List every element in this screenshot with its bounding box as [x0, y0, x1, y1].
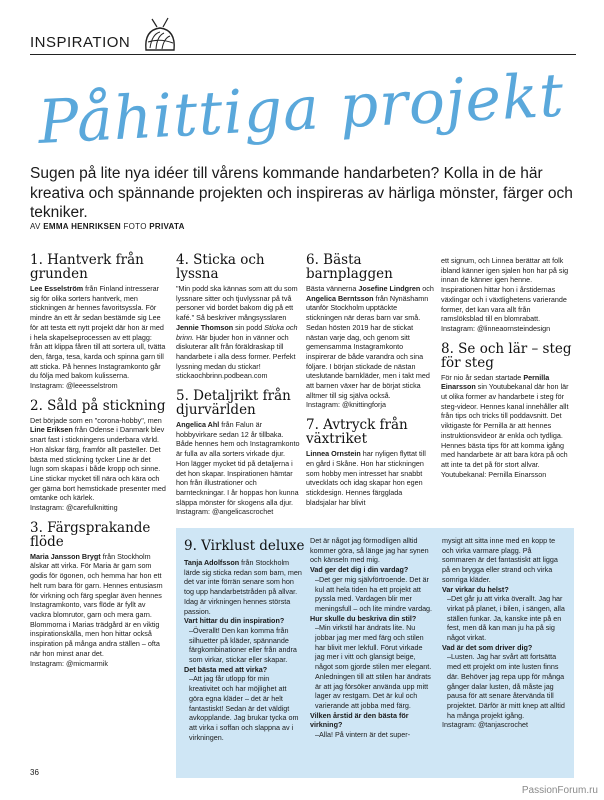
- question: Hur skulle du beskriva din stil?: [310, 613, 417, 623]
- youtube-8: Youtubekanal: Pernilla Einarsson: [441, 469, 547, 479]
- paragraph-8: För nio år sedan startade Pernilla Einarsson sin Youtubekanal där hon lär ut olika former av handarbete i steg för steg-videor. Hennes kanal innehåller allt från tips och tricks till poddavsnitt. Det viktigaste för Pernilla är att hennes instruktionsvideor är enkla och tydliga. Hennes bästa tips för att komma igång med handarbete är att bara köra på och att inte ta det på för stort allvar.: [441, 372, 569, 469]
- column-1: [30, 253, 166, 668]
- paragraph-7-cont: ett signum, och Linnea berättar att folk ibland känner igen sjalen hon har på sig innan de känner igen henne. Inspirationen hittar hon i årstidernas växlingar och i växtlighetens varierande former, det kan vara allt från ramslöksblad till en blomrabatt.: [441, 256, 569, 324]
- heading-4: 4. Sticka och lyssna: [176, 252, 265, 282]
- answer: –Att jag får utlopp för min kreativitet och har möjlighet att göra egna kläder – det är helt fantastiskt! Sedan är det väldigt avkopplande. Jag brukar tycka om att virka i soffan och slappna av i virkningen.: [189, 674, 299, 742]
- box-column-1: Tanja Adolfsson från Stockholm lärde sig sticka redan som barn, men det var inte förrän senare som hon tog upp handarbetstråden på allvar. Idag är virkningen hennes största passion. Vart hittar du din inspiration? –Överallt! Den kan komma från silhuetter på kläder, spännande färgkombinationer eller från andra som virkar, stickar eller skapar. Det bästa med att virka? –Att jag får utlopp för min kreativitet och har möjlighet att göra egna kläder – det är helt fantastiskt! Sedan är det väldigt avkopplande. Jag brukar tycka om att virka i soffan och slappna av i virkningen.: [184, 558, 302, 742]
- answer: –Överallt! Den kan komma från silhuetter på kläder, spännande färgkombinationer eller från andra som virkar, stickar eller skapar.: [189, 625, 297, 665]
- heading-9: 9. Virklust deluxe: [184, 538, 305, 554]
- heading-3: 3. Färgsprakande flöde: [30, 519, 151, 550]
- website-4: stickaochbrinn.podbean.com: [176, 371, 268, 381]
- heading-7: 7. Avtryck från växtriket: [306, 417, 408, 448]
- instagram-3: Instagram: @micmarmik: [30, 658, 108, 668]
- header-rule: [30, 54, 576, 55]
- paragraph-3: Maria Jansson Brygt från Stockholm älskar att virka. För Maria är garn som godis för ögonen, och hemma har hon ett helt rum bara för garn. Hennes entusiasm för virkning och färg speglar även hennes Instagramkonto, vars flöde är fyllt av vackra blomrutor, garn och mera garn. Blommorna i Marias trädgård är en viktig inspirationskälla, men hon hittar också inspiration på många andra ställen – ofta när hon minst anar det.: [30, 551, 163, 658]
- intro-text: Sugen på lite nya idéer till vårens kommande handarbeten? Kolla in de här kreativa och spännande projekten och inspireras av härliga mönster, färger och tekniker.: [30, 165, 573, 221]
- instagram-6: Instagram: @knittingforja: [306, 400, 387, 410]
- instagram-1: Instagram: @leeesselstrom: [30, 381, 118, 391]
- answer: –Det ger mig självförtroende. Det är kul att hela tiden ha ett projekt att pyssla med. Vardagen blir mer meningsfull – och lite mindre vardag.: [315, 574, 433, 613]
- page-number: 36: [30, 768, 39, 777]
- heading-5: 5. Detaljrikt från djurvärlden: [176, 388, 291, 419]
- question: Vart hittar du din inspiration?: [184, 616, 285, 626]
- yarn-ball-icon: [140, 16, 180, 61]
- answer: –Lusten. Jag har svårt att fortsätta med ett projekt om inte lusten finns där. Behöver jag repa upp för många gånger dalar lusten, då måste jag pausa för att senare återvända till projektet. Därför är mitt knep att alltid ha många projekt igång.: [447, 652, 565, 720]
- paragraph-7: Linnea Ornstein har nyligen flyttat till en gård i Skåne. Hon har stickningen som hobby men intresset har snabbt utvecklats och idag skapar hon egen stickdesign. Hennes färgglada bladsjalar har blivit: [306, 449, 426, 507]
- answer: –Det går ju att virka överallt. Jag har virkat på planet, i bilen, i sängen, alla ställen funkar. Ja, kanske inte på en fest, men då kan man ju ha på sig något virkat.: [447, 594, 565, 643]
- question: Det bästa med att virka?: [184, 664, 268, 674]
- column-4: [441, 256, 574, 479]
- paragraph-6: Bästa vännerna Josefine Lindgren och Angelica Berntsson från Nynäshamn utanför Stockholm upptäckte stickningen när deras barn var små. Sedan hösten 2019 har de stickat nästan varje dag, och genom sitt gemensamma Instagramkonto inspirerar de både varandra och sina följare. I början stickade de nästan uteslutande barnkläder, men i takt med att barnen växer har de börjat sticka alltmer till sig själva också.: [306, 284, 434, 400]
- section-label: INSPIRATION: [30, 34, 131, 51]
- instagram-2: Instagram: @carefulknitting: [30, 503, 118, 513]
- answer: –Alla! På vintern är det super-: [315, 730, 411, 740]
- paragraph-1: Lee Esselström från Finland intresserar sig för olika sorters hantverk, men stickningen är hennes favoritsyssla. För mindre än ett år sedan bestämde sig Lee för att testa ett nytt projekt där hon är med i hela skapelseprocessen av ett plagg: från att klippa fåren till att sortera ull, tvätta den, färga, tesa, karda och spinna garn till att sticka. På hennes Instagramkonto går du följa med bakom kulisserna.: [30, 284, 166, 381]
- paragraph-4: "Min podd ska kännas som att du som lyssnare sitter och tjuvlyssnar på två personer vid bordet bakom dig på ett kafé." Så beskriver mångsysslaren Jennie Thomson sin podd Sticka och brinn. Här bjuder hon in vänner och diskuterar allt från föräldraskap till handarbete i alla dess former. Perfekt lyssning medan du stickar!: [176, 284, 298, 371]
- column-3: [306, 253, 434, 507]
- box-column-2: Det är något jag förmodligen alltid kommer göra, så länge jag har synen och känseln med mig. Vad ger det dig i din vardag? –Det ger mig självförtroende. Det är kul att hela tiden ha ett projekt att pyssla med. Vardagen blir mer meningsfull – och lite mindre vardag. Hur skulle du beskriva din stil? –Min virkstil har ändrats lite. Nu jobbar jag mer med färg och stilen har blivit mer lekfull. Förut virkade jag mer i vitt och glansigt beige, något som gjorde stilen mer elegant. Anledningen till att stilen har ändrats är att jag försöker använda upp mitt lager av restgarn. Det är kul och varierande att jobba med färg. Vilken årstid är den bästa för virkning? –Alla! På vintern är det super-: [310, 536, 433, 740]
- box-column-3: mysigt att sitta inne med en kopp te och virka varmare plagg. På sommaren är det fantastiskt att ligga på en brygga eller strand och virka somriga kläder. Var virkar du helst? –Det går ju att virka överallt. Jag har virkat på planet, i bilen, i sängen, alla ställen funkar. Ja, kanske inte på en fest, men då kan man ju ha på sig något virkat. Vad är det som driver dig? –Lusten. Jag har svårt att fortsätta med ett projekt om inte lusten finns där. Behöver jag repa upp för många gånger dalar lusten, då måste jag pausa för att senare återvända till projektet. Därför är mitt knep att alltid ha många projekt igång. Instagram: @tanjascrochet: [442, 536, 565, 730]
- question: Vilken årstid är den bästa för virkning?: [310, 710, 409, 730]
- question: Var virkar du helst?: [442, 584, 509, 594]
- heading-1: 1. Hantverk från grunden: [30, 252, 144, 282]
- paragraph-2: Det började som en "corona-hobby", men Line Eriksen från Odense i Danmark blev snart fast i stickningens underbara värld. Hon älskar färg, framför allt pasteller. Det bästa med stickning tycker Line är det lugn som skapas i både kropp och sinne. Line stickar mycket till nära och kära och ger gärna bort hemstickade presenter med omtanke och kärlek.: [30, 415, 166, 503]
- column-2: [176, 253, 300, 517]
- watermark: PassionForum.ru: [521, 785, 598, 796]
- byline: AV EMMA HENRIKSEN FOTO PRIVATA: [30, 222, 185, 231]
- heading-8: 8. Se och lär – steg för steg: [441, 340, 572, 371]
- page-title: Påhittiga projekt: [36, 60, 567, 158]
- instagram-5: Instagram: @angelicascrochet: [176, 507, 274, 517]
- heading-2: 2. Såld på stickning: [30, 397, 166, 414]
- paragraph-5: Angelica Ahl från Falun är hobbyvirkare sedan 12 år tillbaka. Både hennes hem och Instagramkonto är fulla av alla sorters virkade djur. Hon lägger mycket tid på detaljerna i det hon skapar. Inspirationen hämtar hon från illustrationer och barnteckningar. I år hoppas hon kunna släppa mönster för skogens alla djur.: [176, 420, 300, 507]
- question: Vad är det som driver dig?: [442, 642, 533, 652]
- question: Vad ger det dig i din vardag?: [310, 565, 409, 575]
- instagram-7: Instagram: @linneaornsteindesign: [441, 323, 551, 333]
- feature-box: [176, 528, 574, 778]
- instagram-9: Instagram: @tanjascrochet: [442, 720, 528, 730]
- answer: –Min virkstil har ändrats lite. Nu jobbar jag mer med färg och stilen har blivit mer lekfull. Förut virkade jag mer i vitt och glansigt beige, något som gjorde stilen mer elegant. Anledningen till att stilen har ändrats är att jag försöker använda upp mitt lager av restgarn. Det är kul och varierande att jobba med färg.: [315, 623, 432, 710]
- heading-6: 6. Bästa barnplaggen: [306, 252, 393, 282]
